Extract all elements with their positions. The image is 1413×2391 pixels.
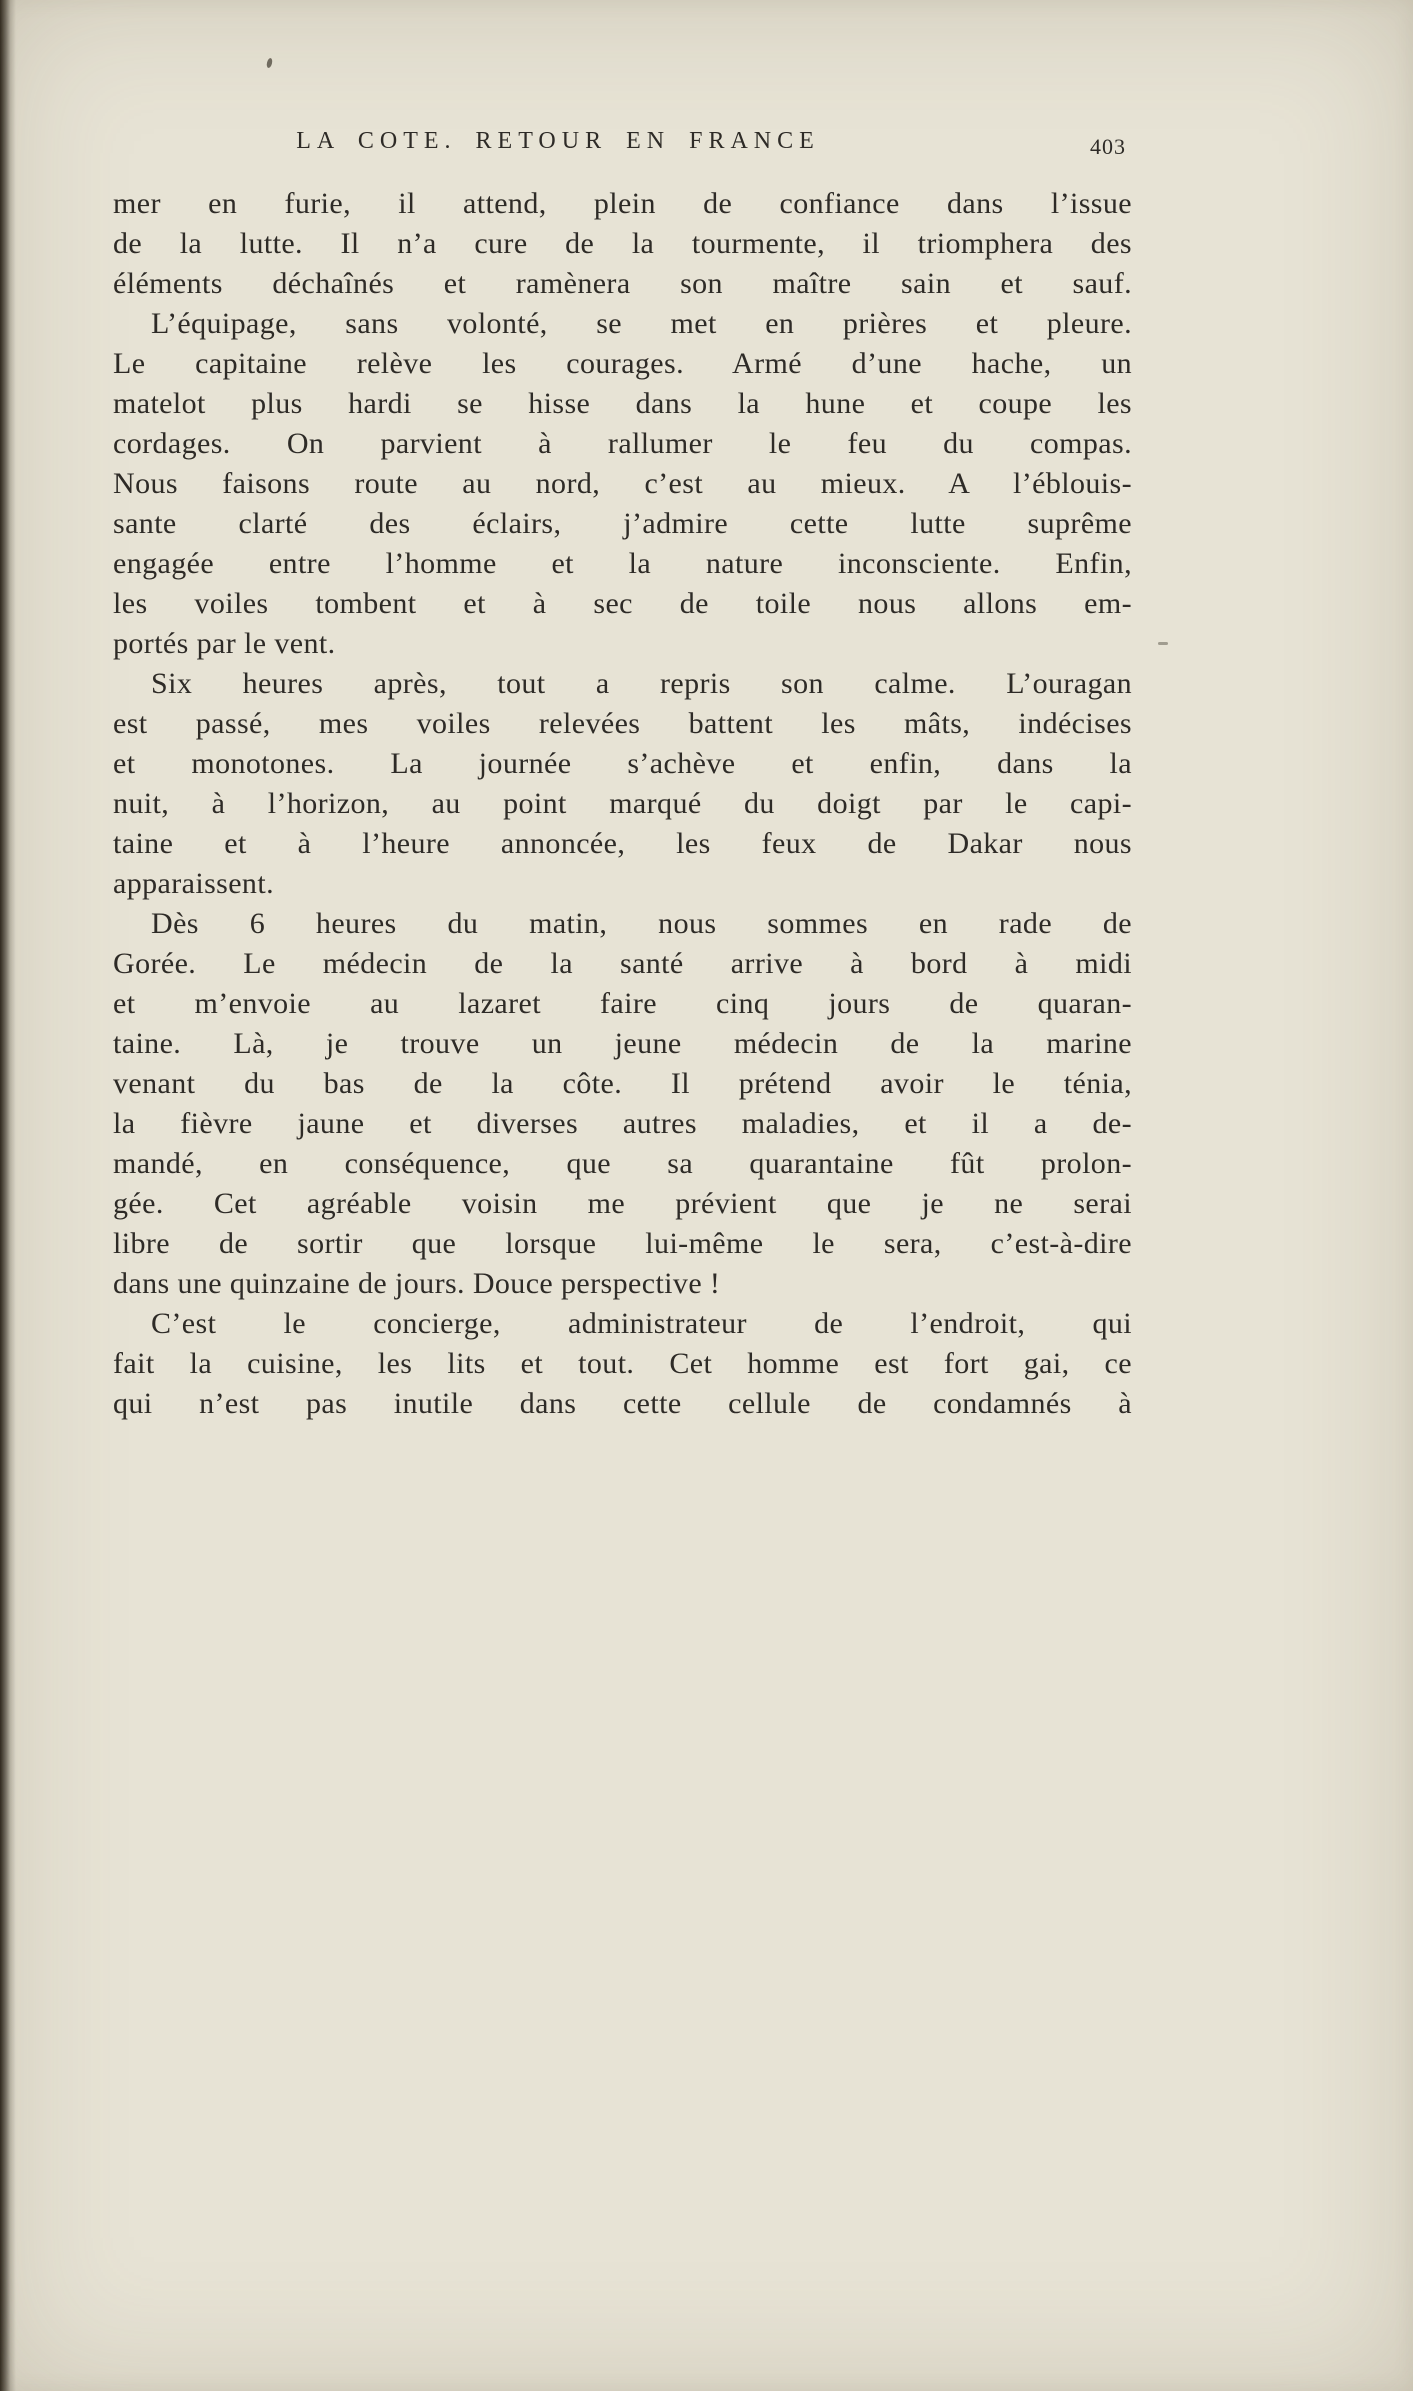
text-line: nuit, à l’horizon, au point marqué du doigt par le capi-: [113, 787, 1132, 820]
text-line: Le capitaine relève les courages. Armé d’une hache, un: [113, 347, 1132, 380]
text-block: [113, 184, 1132, 1424]
text-line: et m’envoie au lazaret faire cinq jours de quaran-: [113, 987, 1132, 1020]
page-gutter-shadow: [0, 0, 16, 2391]
text-line: apparaissent.: [113, 867, 274, 900]
text-line: gée. Cet agréable voisin me prévient que je ne serai: [113, 1187, 1132, 1220]
scan-speck: [266, 58, 273, 69]
text-line: est passé, mes voiles relevées battent les mâts, indécises: [113, 707, 1132, 740]
text-line: de la lutte. Il n’a cure de la tourmente, il triomphera des: [113, 227, 1132, 260]
text-line: sante clarté des éclairs, j’admire cette lutte suprême: [113, 507, 1132, 540]
text-line: Gorée. Le médecin de la santé arrive à bord à midi: [113, 947, 1132, 980]
text-line: qui n’est pas inutile dans cette cellule de condamnés à: [113, 1387, 1132, 1420]
text-line: C’est le concierge, administrateur de l’endroit, qui: [151, 1307, 1132, 1340]
text-line: matelot plus hardi se hisse dans la hune et coupe les: [113, 387, 1132, 420]
text-line: Dès 6 heures du matin, nous sommes en rade de: [151, 907, 1132, 940]
text-line: Six heures après, tout a repris son calme. L’ouragan: [151, 667, 1132, 700]
text-line: la fièvre jaune et diverses autres maladies, et il a de-: [113, 1107, 1132, 1140]
text-line: les voiles tombent et à sec de toile nous allons em-: [113, 587, 1132, 620]
text-line: fait la cuisine, les lits et tout. Cet homme est fort gai, ce: [113, 1347, 1132, 1380]
text-line: cordages. On parvient à rallumer le feu du compas.: [113, 427, 1132, 460]
text-line: Nous faisons route au nord, c’est au mieux. A l’éblouis-: [113, 467, 1132, 500]
text-line: L’équipage, sans volonté, se met en prières et pleure.: [151, 307, 1132, 340]
text-line: engagée entre l’homme et la nature inconsciente. Enfin,: [113, 547, 1132, 580]
text-line: mandé, en conséquence, que sa quarantaine fût prolon-: [113, 1147, 1132, 1180]
text-line: portés par le vent.: [113, 627, 336, 660]
text-line: éléments déchaînés et ramènera son maître sain et sauf.: [113, 267, 1132, 300]
text-line: mer en furie, il attend, plein de confiance dans l’issue: [113, 187, 1132, 220]
text-line: taine et à l’heure annoncée, les feux de Dakar nous: [113, 827, 1132, 860]
text-line: dans une quinzaine de jours. Douce perspective !: [113, 1267, 721, 1300]
page-header: [113, 128, 1132, 172]
text-line: libre de sortir que lorsque lui-même le sera, c’est-à-dire: [113, 1227, 1132, 1260]
scan-speck: [1158, 642, 1168, 645]
text-line: et monotones. La journée s’achève et enfin, dans la: [113, 747, 1132, 780]
text-line: venant du bas de la côte. Il prétend avoir le ténia,: [113, 1067, 1132, 1100]
page-number: 403: [1090, 134, 1126, 159]
running-title: LA COTE. RETOUR EN FRANCE: [296, 128, 820, 154]
text-line: taine. Là, je trouve un jeune médecin de la marine: [113, 1027, 1132, 1060]
